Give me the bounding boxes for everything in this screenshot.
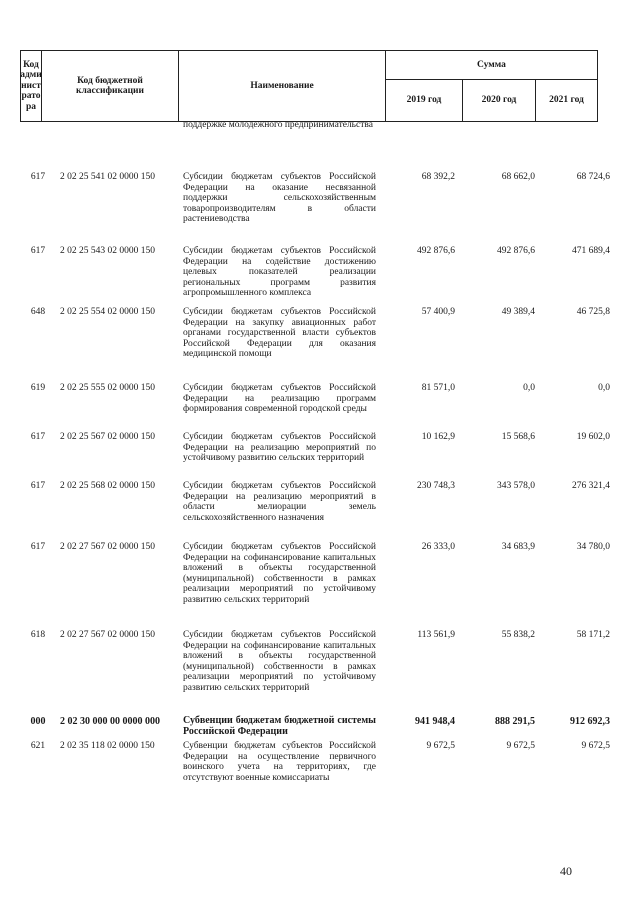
value-2021: 276 321,4 bbox=[572, 481, 610, 491]
kbk-code: 2 02 25 555 02 0000 150 bbox=[60, 383, 155, 393]
admin-code: 617 bbox=[30, 246, 46, 256]
value-2020: 68 662,0 bbox=[501, 172, 535, 182]
value-2021: 46 725,8 bbox=[576, 307, 610, 317]
value-2020: 0,0 bbox=[523, 383, 535, 393]
row-name: Субсидии бюджетам субъектов Российской Федерации на софинансирование капитальных вложений в объекты государственной (муниципальной) собственности в рамках реализации мероприятий по устойчивому развитию сельских территорий bbox=[183, 542, 376, 605]
value-2019: 492 876,6 bbox=[417, 246, 455, 256]
value-2019: 230 748,3 bbox=[417, 481, 455, 491]
value-2019: 57 400,9 bbox=[421, 307, 455, 317]
kbk-code: 2 02 27 567 02 0000 150 bbox=[60, 542, 155, 552]
header-year-2019: 2019 год bbox=[406, 95, 442, 106]
header-kbk: Код бюджетной классификации bbox=[75, 75, 144, 96]
value-2019: 941 948,4 bbox=[415, 716, 455, 727]
table-header bbox=[20, 50, 598, 122]
continuation-text: поддержке молодежного предпринимательства bbox=[183, 120, 373, 130]
row-name: Субсидии бюджетам субъектов Российской Федерации на реализацию мероприятий по устойчивому развитию сельских территорий bbox=[183, 432, 376, 464]
value-2021: 471 689,4 bbox=[572, 246, 610, 256]
row-name: Субсидии бюджетам субъектов Российской Федерации на оказание несвязанной поддержки сельскохозяйственным товаропроизводителям в области растениеводства bbox=[183, 172, 376, 225]
admin-code: 648 bbox=[30, 307, 46, 317]
kbk-code: 2 02 30 000 00 0000 000 bbox=[60, 716, 160, 727]
value-2019: 10 162,9 bbox=[421, 432, 455, 442]
page-number: 40 bbox=[560, 864, 572, 878]
value-2019: 68 392,2 bbox=[421, 172, 455, 182]
row-name: Субвенции бюджетам бюджетной системы Российской Федерации bbox=[183, 715, 376, 737]
value-2021: 0,0 bbox=[598, 383, 610, 393]
value-2020: 492 876,6 bbox=[497, 246, 535, 256]
row-name: Субсидии бюджетам субъектов Российской Федерации на софинансирование капитальных вложений в объекты государственной (муниципальной) собственности в рамках реализации мероприятий по устойчивому развитию сельских территорий bbox=[183, 630, 376, 693]
value-2019: 113 561,9 bbox=[417, 630, 455, 640]
admin-code: 617 bbox=[30, 481, 46, 491]
admin-code: 621 bbox=[30, 741, 46, 751]
value-2019: 9 672,5 bbox=[426, 741, 455, 751]
value-2021: 9 672,5 bbox=[581, 741, 610, 751]
value-2019: 81 571,0 bbox=[421, 383, 455, 393]
value-2020: 343 578,0 bbox=[497, 481, 535, 491]
row-name: Субсидии бюджетам субъектов Российской Федерации на закупку авиационных работ органами государственной власти субъектов Российской Федерации для оказания медицинской помощи bbox=[183, 307, 376, 360]
admin-code: 617 bbox=[30, 432, 46, 442]
kbk-code: 2 02 27 567 02 0000 150 bbox=[60, 630, 155, 640]
kbk-code: 2 02 25 567 02 0000 150 bbox=[60, 432, 155, 442]
admin-code: 000 bbox=[30, 716, 46, 727]
kbk-code: 2 02 35 118 02 0000 150 bbox=[60, 741, 155, 751]
value-2020: 9 672,5 bbox=[506, 741, 535, 751]
header-admin-code: Код адми нист рато ра bbox=[20, 59, 42, 112]
admin-code: 617 bbox=[30, 172, 46, 182]
value-2020: 888 291,5 bbox=[495, 716, 535, 727]
value-2019: 26 333,0 bbox=[421, 542, 455, 552]
value-2020: 15 568,6 bbox=[501, 432, 535, 442]
value-2020: 49 389,4 bbox=[501, 307, 535, 317]
header-year-2020: 2020 год bbox=[481, 95, 517, 106]
admin-code: 618 bbox=[30, 630, 46, 640]
row-name: Субсидии бюджетам субъектов Российской Федерации на реализацию мероприятий в области мелиорации земель сельскохозяйственного назначения bbox=[183, 481, 376, 523]
row-name: Субсидии бюджетам субъектов Российской Федерации на реализацию программ формирования современной городской среды bbox=[183, 383, 376, 415]
kbk-code: 2 02 25 541 02 0000 150 bbox=[60, 172, 155, 182]
kbk-code: 2 02 25 543 02 0000 150 bbox=[60, 246, 155, 256]
admin-code: 619 bbox=[30, 383, 46, 393]
header-name: Наименование bbox=[250, 80, 314, 91]
row-name: Субвенции бюджетам субъектов Российской Федерации на осуществление первичного воинского учета на территориях, где отсутствуют военные комиссариаты bbox=[183, 741, 376, 783]
value-2020: 55 838,2 bbox=[501, 630, 535, 640]
value-2021: 58 171,2 bbox=[576, 630, 610, 640]
admin-code: 617 bbox=[30, 542, 46, 552]
value-2021: 34 780,0 bbox=[576, 542, 610, 552]
value-2020: 34 683,9 bbox=[501, 542, 535, 552]
value-2021: 19 602,0 bbox=[576, 432, 610, 442]
value-2021: 912 692,3 bbox=[570, 716, 610, 727]
header-sum: Сумма bbox=[477, 59, 506, 70]
kbk-code: 2 02 25 554 02 0000 150 bbox=[60, 307, 155, 317]
kbk-code: 2 02 25 568 02 0000 150 bbox=[60, 481, 155, 491]
header-year-2021: 2021 год bbox=[549, 95, 584, 106]
value-2021: 68 724,6 bbox=[576, 172, 610, 182]
row-name: Субсидии бюджетам субъектов Российской Федерации на содействие достижению целевых показателей реализации региональных программ развития агропромышленного комплекса bbox=[183, 246, 376, 299]
